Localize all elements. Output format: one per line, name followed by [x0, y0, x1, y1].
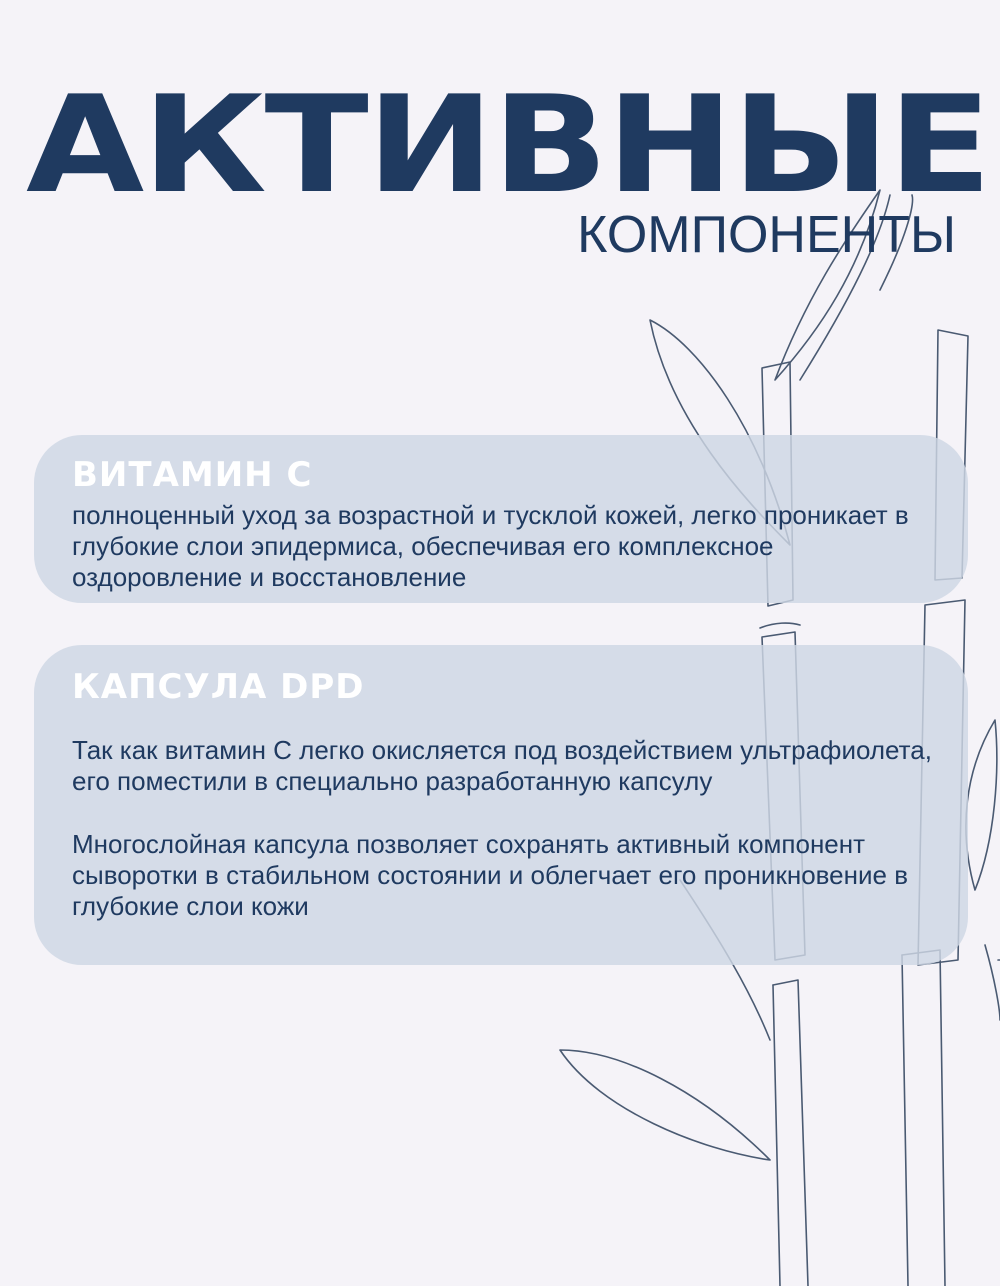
bamboo-stalk — [760, 623, 800, 628]
card-title: КАПСУЛА DPD — [72, 667, 365, 707]
card-description: Так как витамин С легко окисляется под воздействием ультрафиолета, его поместили в специально разработанную капсулу — [72, 735, 932, 796]
page-title: АКТИВНЫЕ — [26, 67, 990, 223]
bamboo-stalk — [902, 950, 945, 1286]
card-description: Многослойная капсула позволяет сохранять активный компонент сыворотки в стабильном состоянии и облегчает его проникновение в глубокие слои кожи — [72, 829, 909, 921]
bamboo-leaf — [560, 1050, 770, 1160]
page-subtitle: КОМПОНЕНТЫ — [577, 206, 956, 264]
bamboo-stalk — [773, 985, 780, 1286]
bamboo-stalk — [902, 955, 908, 1286]
card-title: ВИТАМИН С — [72, 455, 313, 495]
dpd-capsule-card — [34, 645, 968, 965]
card-description: полноценный уход за возрастной и тусклой кожей, легко проникает в глубокие слои эпидермиса, обеспечивая его комплексное оздоровление и восстановление — [72, 500, 909, 592]
vitamin-c-card — [34, 435, 968, 603]
bamboo-leaf — [985, 945, 1000, 1020]
bamboo-leaf — [966, 720, 997, 890]
